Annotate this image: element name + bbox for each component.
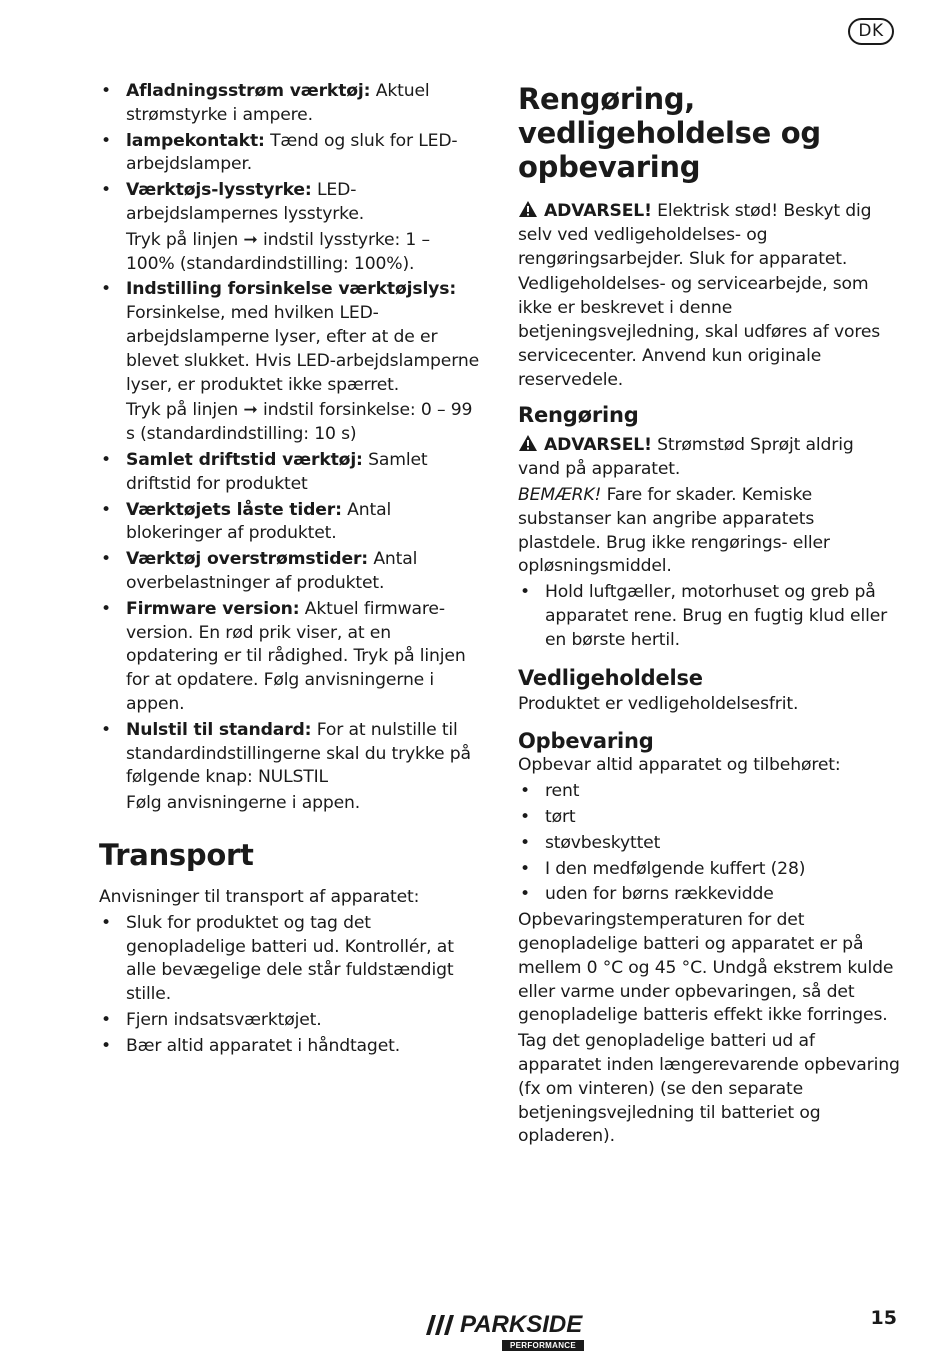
warning-label: ADVARSEL! [544, 201, 652, 221]
parkside-logo [426, 1311, 586, 1353]
list-item [99, 278, 481, 447]
transport-intro: Anvisninger til transport af apparatet: [99, 886, 420, 907]
cleaning-list [518, 581, 900, 652]
list-item [99, 499, 481, 547]
description: LED-arbejdslampernes lysstyrke. [126, 180, 365, 224]
term: Værktøj overstrømstider: [126, 549, 369, 570]
term: Afladningsstrøm værktøj: [126, 81, 371, 101]
maintenance-text: Produktet er vedligeholdelsesfrit. [518, 693, 799, 714]
maintenance-heading: Vedligeholdelse [518, 665, 703, 690]
storage-list [518, 780, 900, 907]
page-number: 15 [870, 1307, 897, 1329]
list-item: • støvbeskyttet [518, 832, 900, 856]
warning-text: Strømstød Sprøjt aldrig vand på apparatet. [518, 435, 854, 480]
service-paragraph: Vedligeholdelses- og servicearbejde, som ikke er beskrevet i denne betjeningsvejledning, skal udføres af vores servicecenter. Anvend kun originale reservedele. [518, 274, 881, 390]
list-item: • tørt [518, 806, 900, 830]
warning-icon [518, 200, 538, 218]
description: Forsinkelse, med hvilken LED-arbejdslamperne lyser, efter at de er blevet slukket. Hvis LED-arbejdslamperne lyser, er produktet ikke spærret. [126, 303, 480, 395]
storage-battery: Tag det genopladelige batteri ud af apparatet inden længerevarende opbevaring (fx om vinteren) (se den separate betjeningsvejledning til batteriet og opladeren). [518, 1031, 900, 1147]
warning-text: Elektrisk stød! Beskyt dig selv ved vedligeholdelses- og rengøringsarbejder. Sluk for apparatet. [518, 201, 872, 269]
warning-label: ADVARSEL! [544, 435, 652, 456]
list-item [99, 179, 481, 276]
warning-electric [518, 200, 900, 271]
warning-water [518, 434, 900, 482]
list-item: • I den medfølgende kuffert (28) [518, 858, 900, 882]
list-item [99, 548, 481, 596]
list-item: • Fjern indsatsværktøjet. [99, 1009, 481, 1033]
list-item [99, 598, 481, 717]
instruction: Tryk på linjen ➞ indstil lysstyrke: 1 – 100% (standardindstilling: 100%). [126, 229, 430, 274]
list-item: • Hold luftgæller, motorhuset og greb på apparatet rene. Brug en fugtig klud eller en børste hertil. [518, 581, 900, 652]
description: For at nulstille til standardindstillingerne skal du trykke på følgende knap: NULSTIL [126, 719, 471, 788]
note-label: BEMÆRK! [518, 484, 602, 505]
description: Tænd og sluk for LED-arbejdslamper. [126, 130, 458, 175]
storage-intro: Opbevar altid apparatet og tilbehøret: [518, 755, 841, 776]
list-item [99, 719, 481, 816]
transport-heading: Transport [99, 837, 254, 872]
section-heading: Rengøring, vedligeholdelse og opbevaring [518, 82, 821, 184]
term: Samlet driftstid værktøj: [126, 449, 363, 470]
term: lampekontakt: [126, 130, 265, 151]
list-item: • uden for børns rækkevidde [518, 883, 900, 907]
list-item: • rent [518, 780, 900, 804]
settings-list [99, 80, 481, 816]
language-badge: DK [848, 18, 894, 45]
logo-slashes-icon [426, 1315, 458, 1335]
instruction: Tryk på linjen ➞ indstil forsinkelse: 0 – 99 s (standardindstilling: 10 s) [126, 400, 473, 445]
list-item [99, 130, 481, 178]
term: Nulstil til standard: [126, 719, 312, 740]
term: Værktøjets låste tider: [126, 499, 342, 520]
warning-icon [518, 434, 538, 452]
description: Antal overbelastninger af produktet. [126, 549, 418, 593]
term: Værktøjs-lysstyrke: [126, 180, 312, 201]
storage-temperature: Opbevaringstemperaturen for det genopladelige batteri og apparatet er på mellem 0 °C og 45 °C. Undgå ekstrem kulde eller varme under opbevaringen, så det genopladelige batteris effekt ikke forringes. [518, 910, 894, 1026]
description: Aktuel firmware-version. En rød prik viser, at en opdatering er til rådighed. Tryk på linjen for at opdatere. Følg anvisningerne i appen. [126, 598, 466, 714]
list-item [99, 80, 481, 128]
cleaning-heading: Rengøring [518, 403, 639, 428]
list-item: • Sluk for produktet og tag det genopladelige batteri ud. Kontrollér, at alle bevægelige dele står fuldstændigt stille. [99, 912, 481, 1007]
left-column [99, 80, 481, 1060]
term: Firmware version: [126, 598, 300, 619]
term: Indstilling forsinkelse værktøjslys: [126, 279, 457, 300]
note-text: Fare for skader. Kemiske substanser kan angribe apparatets plastdele. Brug ikke rengørings- eller opløsningsmiddel. [518, 484, 830, 577]
description: Samlet driftstid for produktet [126, 449, 428, 494]
description: Antal blokeringer af produktet. [126, 499, 392, 544]
list-item: • Bær altid apparatet i håndtaget. [99, 1035, 481, 1059]
instruction: Følg anvisningerne i appen. [126, 793, 361, 814]
right-column [518, 80, 900, 1151]
logo-text: PARKSIDE [460, 1311, 583, 1338]
description: Aktuel strømstyrke i ampere. [126, 81, 430, 125]
storage-heading: Opbevaring [518, 729, 654, 754]
logo-subtext: PERFORMANCE [502, 1340, 584, 1351]
transport-list [99, 912, 481, 1059]
list-item [99, 449, 481, 497]
note-paragraph [518, 484, 900, 579]
